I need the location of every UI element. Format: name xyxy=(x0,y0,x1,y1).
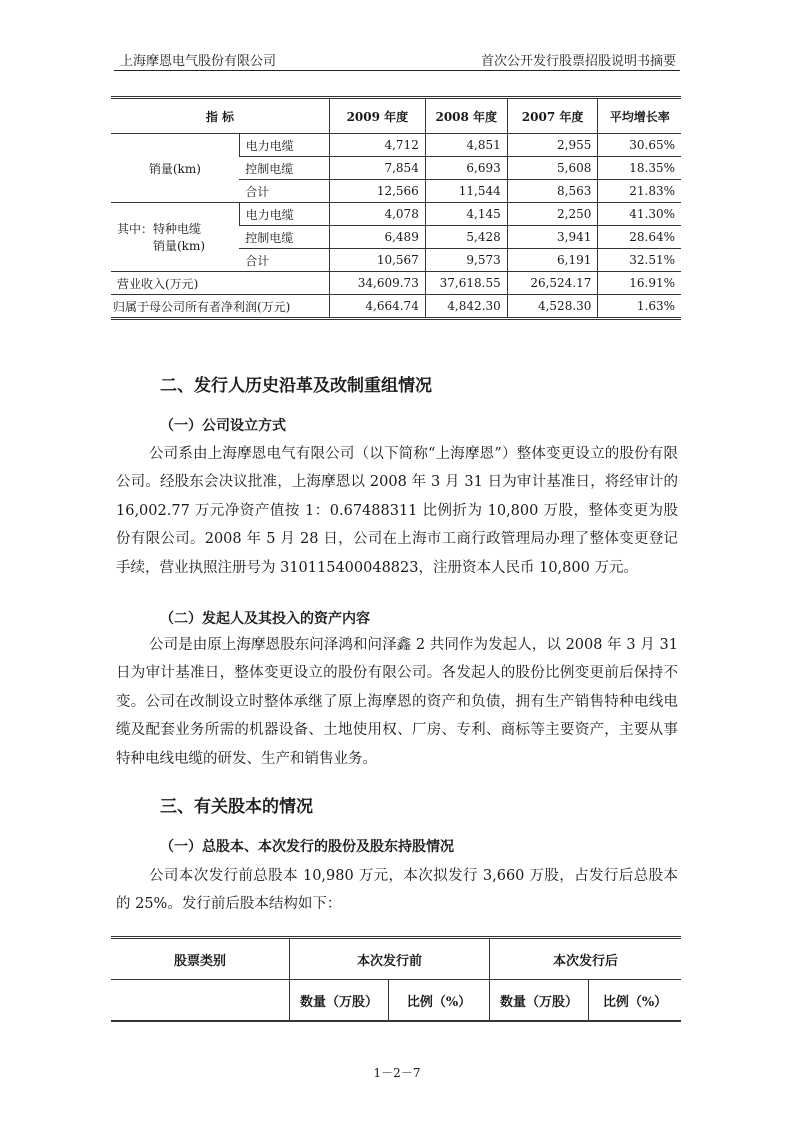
th-before-ratio: 比例（%） xyxy=(389,980,490,1022)
cell: 1.63% xyxy=(598,295,681,319)
group-sales-label: 销量(km) xyxy=(111,134,239,203)
header-company: 上海摩恩电气股份有限公司 xyxy=(120,54,277,69)
cell: 4,078 xyxy=(329,203,425,226)
empty-cell xyxy=(111,980,290,1022)
th-share-type: 股票类别 xyxy=(111,938,290,980)
row-label: 控制电缆 xyxy=(239,226,329,249)
cell: 34,609.73 xyxy=(329,272,425,295)
section3-title: 三、有关股本的情况 xyxy=(160,797,313,817)
section2-sub1-title: （一）公司设立方式 xyxy=(160,418,286,434)
th-indicator: 指 标 xyxy=(111,98,329,134)
cell: 16.91% xyxy=(598,272,681,295)
group-special-line2: 销量(km) xyxy=(153,239,206,253)
row-label: 控制电缆 xyxy=(239,157,329,180)
cell: 3,941 xyxy=(507,226,598,249)
cell: 4,712 xyxy=(329,134,425,157)
th-2009: 2009 年度 xyxy=(329,98,425,134)
th-2007: 2007 年度 xyxy=(507,98,598,134)
cell: 4,851 xyxy=(425,134,507,157)
cell: 2,250 xyxy=(507,203,598,226)
cell: 5,608 xyxy=(507,157,598,180)
cell: 12,566 xyxy=(329,180,425,203)
th-2008: 2008 年度 xyxy=(425,98,507,134)
section2-sub2-title: （二）发起人及其投入的资产内容 xyxy=(160,611,370,627)
cell: 28.64% xyxy=(598,226,681,249)
row-label: 合计 xyxy=(239,249,329,272)
cell: 4,145 xyxy=(425,203,507,226)
th-growth: 平均增长率 xyxy=(598,98,681,134)
cell: 21.83% xyxy=(598,180,681,203)
th-after-ratio: 比例（%） xyxy=(589,980,682,1022)
cell: 37,618.55 xyxy=(425,272,507,295)
table-row xyxy=(111,272,681,295)
cell: 11,544 xyxy=(425,180,507,203)
cell: 2,955 xyxy=(507,134,598,157)
cell: 4,842.30 xyxy=(425,295,507,319)
cell: 4,528.30 xyxy=(507,295,598,319)
cell: 32.51% xyxy=(598,249,681,272)
cell: 18.35% xyxy=(598,157,681,180)
share-structure-table xyxy=(111,936,681,1022)
cell: 8,563 xyxy=(507,180,598,203)
cell: 9,573 xyxy=(425,249,507,272)
group-special-line1: 其中：特种电缆 xyxy=(117,222,202,236)
table-row xyxy=(111,295,681,319)
cell: 5,428 xyxy=(425,226,507,249)
revenue-label: 营业收入(万元) xyxy=(111,272,329,295)
net-profit-label: 归属于母公司所有者净利润(万元) xyxy=(111,295,329,319)
row-label: 电力电缆 xyxy=(239,203,329,226)
section3-sub1-text: 公司本次发行前总股本 10,980 万元，本次拟发行 3,660 万股，占发行后总股本的 25%。发行前后股本结构如下： xyxy=(116,868,678,913)
cell: 4,664.74 xyxy=(329,295,425,319)
section2-sub2-text: 公司是由原上海摩恩股东问泽鸿和问泽鑫 2 共同作为发起人，以 2008 年 3 月 31 日为审计基准日，整体变更设立的股份有限公司。各发起人的股份比例变更前后保持不变。公司在改制设立时整体承继了原上海摩恩的资产和负债，拥有生产销售特种电线电缆及配套业务所需的机器设备、土地使用权、厂房、专利、商标等主要资产，主要从事特种电线电缆的研发、生产和销售业务。 xyxy=(116,637,678,767)
section2-sub1-text: 公司系由上海摩恩电气有限公司（以下简称“上海摩恩”）整体变更设立的股份有限公司。经股东会决议批准，上海摩恩以 2008 年 3 月 31 日为审计基准日，将经审计的 16,002.77 万元净资产值按 1：0.67488311 比例折为 10,800 万股，整体变更为股份有限公司。2008 年 5 月 28 日，公司在上海市工商行政管理局办理了整体变更登记手续，营业执照注册号为 310115400048823，注册资本人民币 10,800 万元。 xyxy=(116,446,678,576)
th-before-qty: 数量（万股） xyxy=(290,980,389,1022)
cell: 10,567 xyxy=(329,249,425,272)
cell: 6,489 xyxy=(329,226,425,249)
th-after: 本次发行后 xyxy=(490,938,682,980)
table-row xyxy=(111,134,681,157)
cell: 41.30% xyxy=(598,203,681,226)
section2-title: 二、发行人历史沿革及改制重组情况 xyxy=(160,376,432,396)
cell: 6,191 xyxy=(507,249,598,272)
row-label: 电力电缆 xyxy=(239,134,329,157)
th-before: 本次发行前 xyxy=(290,938,490,980)
header-doc-title: 首次公开发行股票招股说明书摘要 xyxy=(480,54,676,69)
page-number: 1－2－7 xyxy=(373,1066,421,1080)
group-special-label xyxy=(111,203,239,272)
table-row xyxy=(111,203,681,226)
cell: 30.65% xyxy=(598,134,681,157)
cell: 6,693 xyxy=(425,157,507,180)
page-header xyxy=(114,44,680,71)
cell: 7,854 xyxy=(329,157,425,180)
th-after-qty: 数量（万股） xyxy=(490,980,589,1022)
sales-table xyxy=(111,96,681,320)
section3-sub1-title: （一）总股本、本次发行的股份及股东持股情况 xyxy=(160,839,454,855)
row-label: 合计 xyxy=(239,180,329,203)
cell: 26,524.17 xyxy=(507,272,598,295)
